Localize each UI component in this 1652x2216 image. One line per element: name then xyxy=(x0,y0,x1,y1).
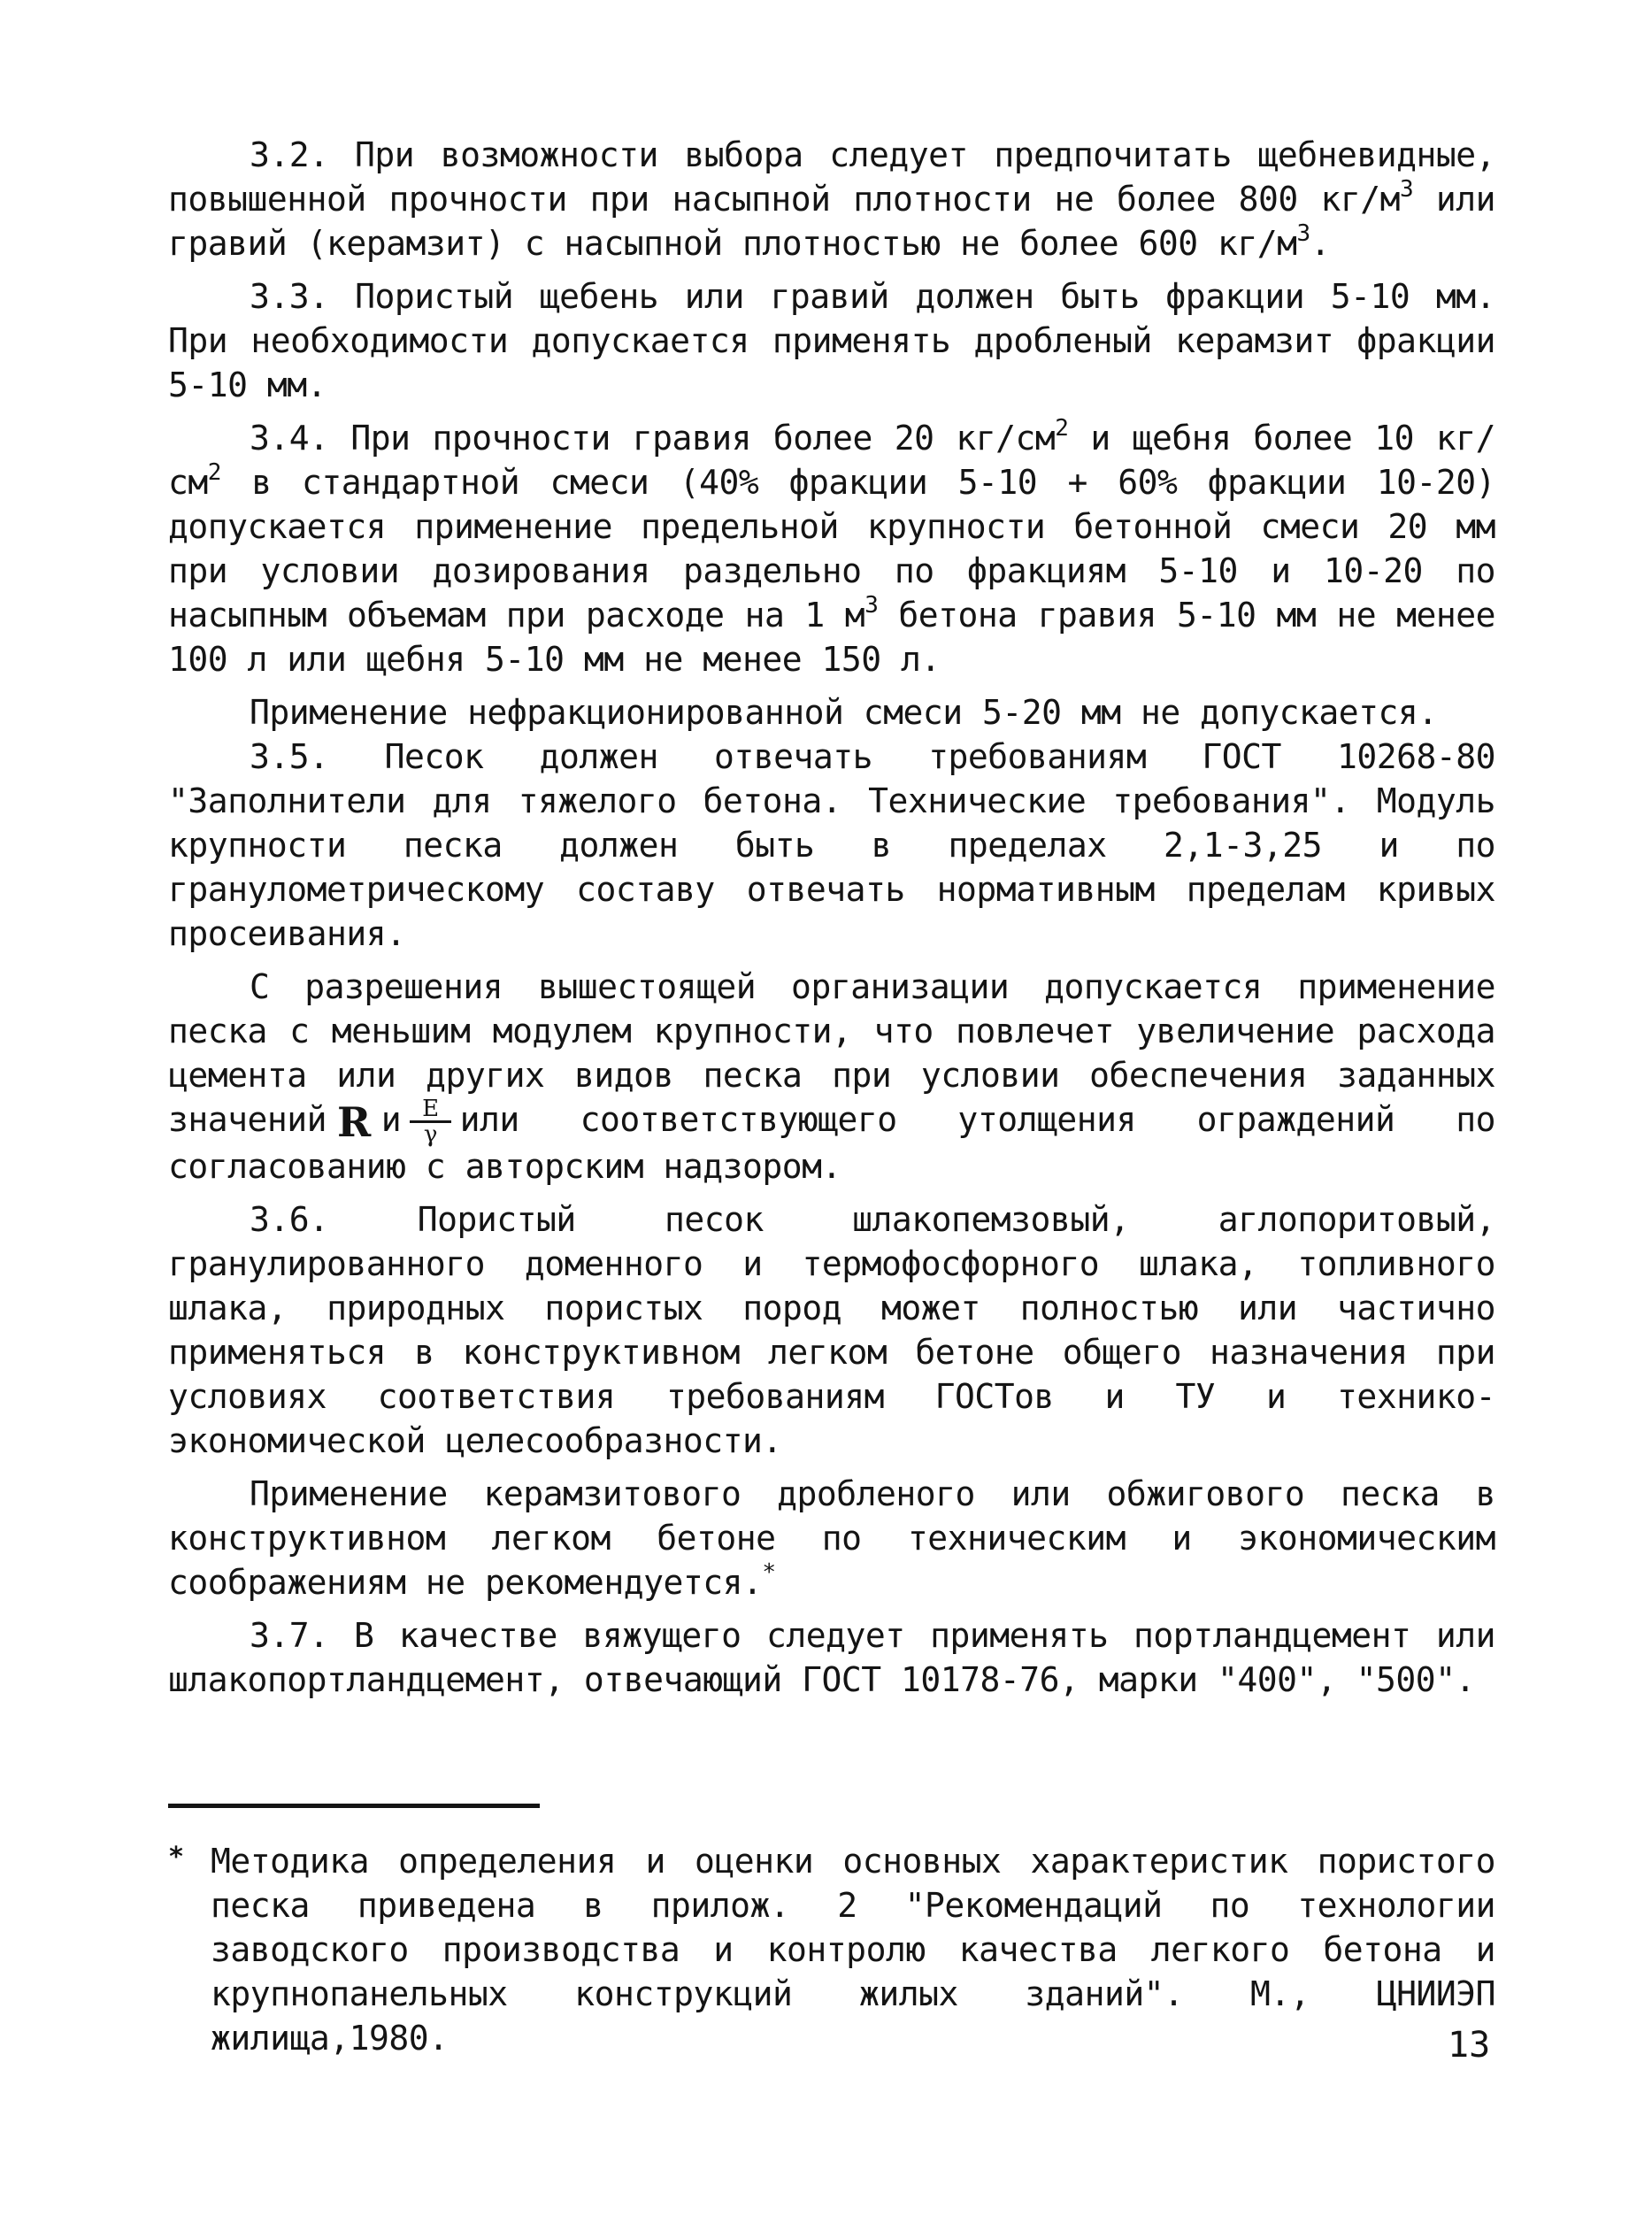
paragraph-3-4-note: Применение нефракционированной смеси 5-20 мм не допускается. xyxy=(250,693,1438,732)
paragraph-3-4: 3.4. При прочности гравия более 20 $кг/см^2$ и щебня более 10 $кг/см^2$ в стандартной смеси (40% фракции 5-10 + 60% фракции 10-20) допускается применение предельной крупности бетонной смеси 20 мм при условии дозирования раздельно по фракциям 5-10 и 10-20 по насыпным объемам при расходе на 1 $м^3$ бетона гравия 5-10 мм не менее 100 л или щебня 5-10 мм не менее 150 л. xyxy=(168,415,1496,679)
main-text xyxy=(168,133,1495,1702)
footnote-text: Методика определения и оценки основных характеристик пористого песка приведена в прилож. 2 "Рекомендаций по технологии заводского производства и контролю качества легкого бетона и крупнопанельных конструкций жилых зданий". М., ЦНИИЭП жилища,1980. xyxy=(211,1842,1495,2058)
footnote-divider xyxy=(168,1804,540,1808)
fraction-denominator: γ xyxy=(423,1121,437,1148)
formula-symbol-r: R xyxy=(337,1097,371,1146)
footnote-reference-mark: * xyxy=(762,1559,776,1587)
paragraph-3-5: 3.5. Песок должен отвечать требованиям ГОСТ 10268-80 "Заполнители для тяжелого бетона. Технические требования". Модуль крупности песка должен быть в пределах 2,1-3,25 и по гранулометрическому составу отвечать нормативным пределам кривых просеивания. xyxy=(168,737,1495,953)
paragraph-3-6: 3.6. Пористый песок шлакопемзовый, аглопоритовый, гранулированного доменного и термофосфорного шлака, топливного шлака, природных пористых пород может полностью или частично применяться в конструктивном легком бетоне общего назначения при условиях соответствия требованиям ГОСТов и ТУ и технико-экономической целесообразности. xyxy=(168,1200,1495,1460)
formula-fraction-e-gamma xyxy=(410,1096,450,1148)
paragraph-3-6-note: Применение керамзитового дробленого или обжигового песка в конструктивном легком бетоне по техническим и экономическим соображениям не рекомендуется.* xyxy=(168,1474,1495,1602)
page-number: 13 xyxy=(1448,2025,1491,2066)
paragraph-3-2: 3.2. При возможности выбора следует предпочитать щебневидные, повышенной прочности при насыпной плотности не более 800 $кг/м^3$ или гравий (керамзит) с насыпной плотностью не более 600 $кг/м^3$. xyxy=(168,135,1495,263)
paragraph-3-7: 3.7. В качестве вяжущего следует применять портландцемент или шлакопортландцемент, отвечающий ГОСТ 10178-76, марки "400", "500". xyxy=(168,1616,1495,1699)
footnote-mark: * xyxy=(168,1842,184,1873)
paragraph-3-3: 3.3. Пористый щебень или гравий должен быть фракции 5-10 мм. При необходимости допускается применять дробленый керамзит фракции 5-10 мм. xyxy=(168,277,1495,404)
footnote xyxy=(168,1839,1495,2060)
fraction-numerator: E xyxy=(410,1099,450,1123)
paragraph-3-5-permission: С разрешения вышестоящей организации допускается применение песка с меньшим модулем крупности, что повлечет увеличение расхода цемента или других видов песка при условии обеспечения заданных значений R и $\frac{E}{\gamma}$ или соответствующего утолщения ограждений по согласованию с авторским надзором. xyxy=(168,967,1495,1186)
